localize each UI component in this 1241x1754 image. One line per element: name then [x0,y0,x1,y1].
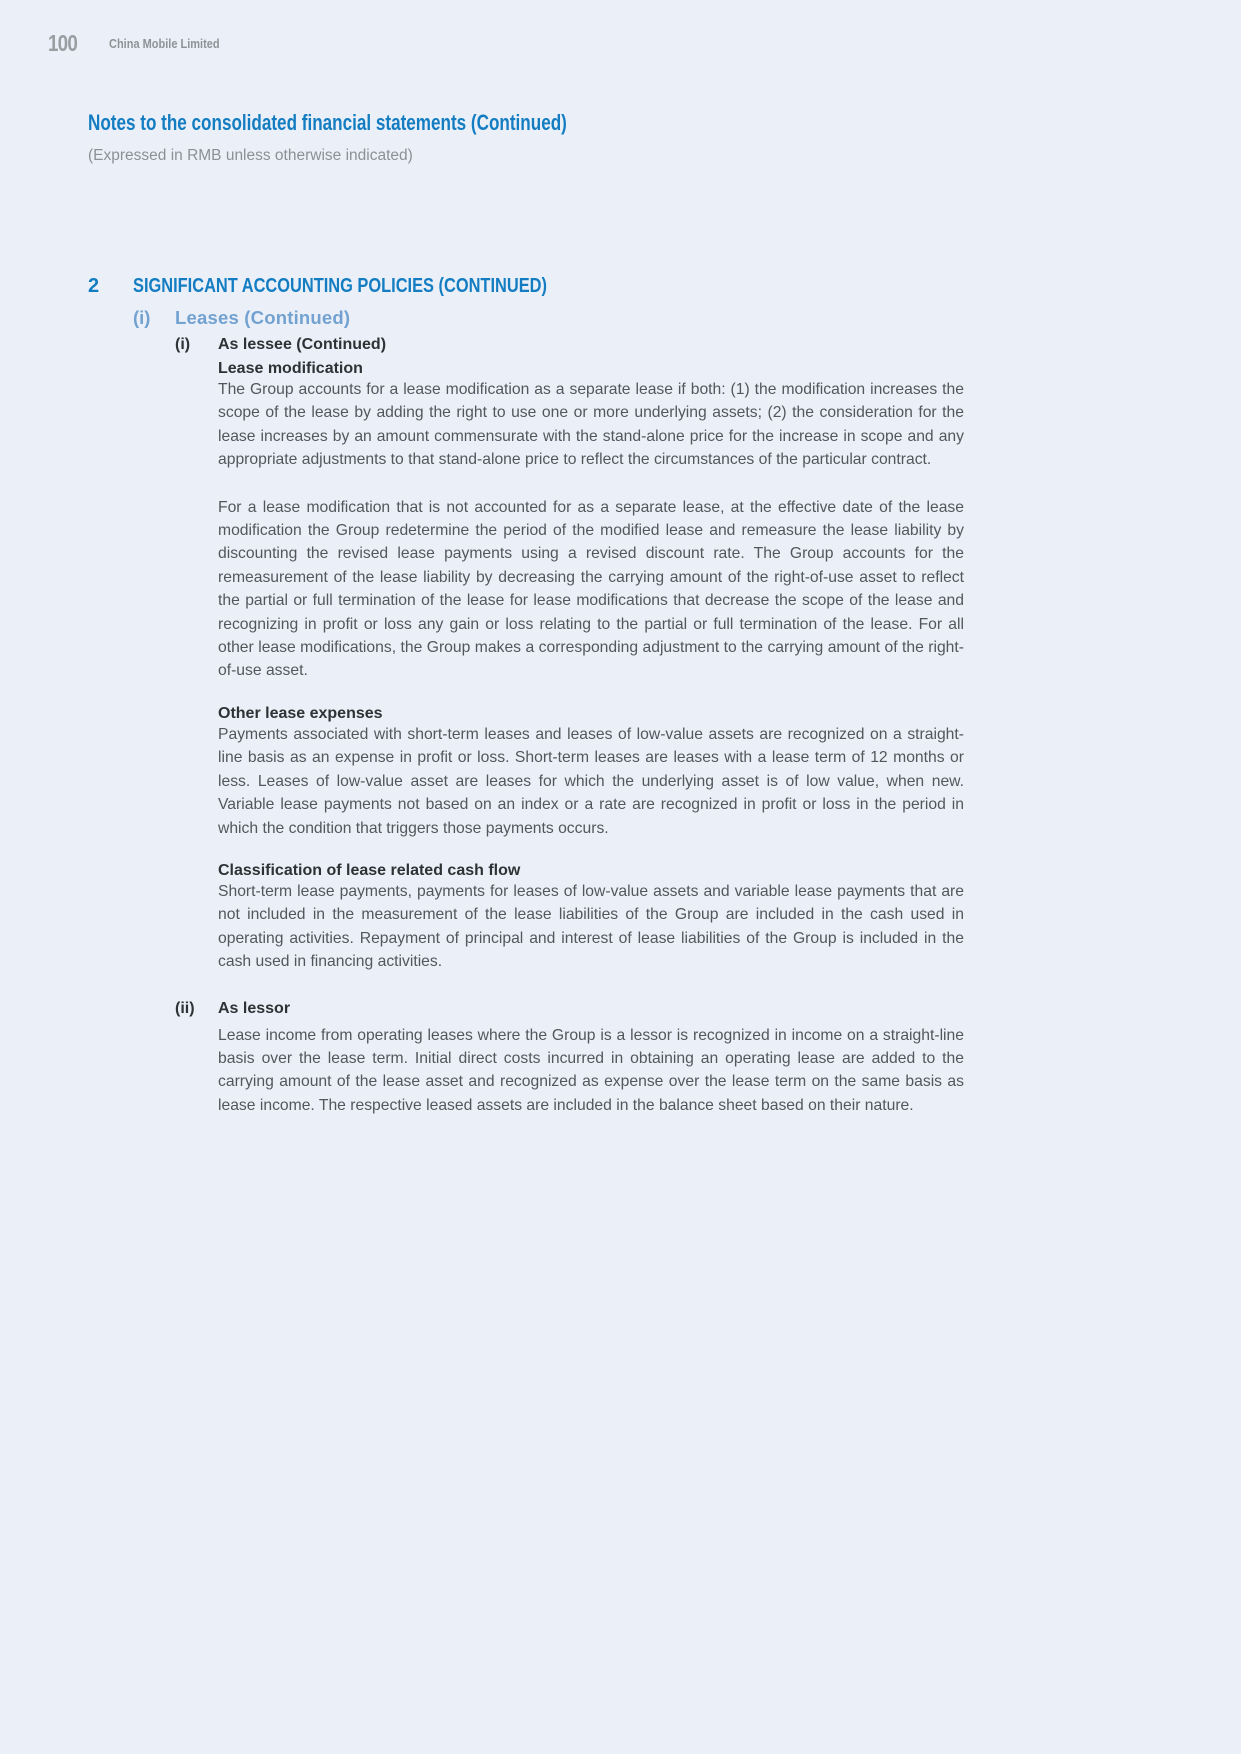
paragraph-lease-modification-1: The Group accounts for a lease modification as a separate lease if both: (1) the modification increases the scope of the lease by adding the right to use one or more underlying assets; (2) the consideration for the lease increases by an amount commensurate with the stand-alone price for the increase in scope and any appropriate adjustments to that stand-alone price to reflect the circumstances of the particular contract. [218,381,964,469]
as-lessor-title: As lessor [218,999,291,1017]
heading-lease-modification: Lease modification [218,360,363,377]
title-block [88,110,1241,165]
subsection-title: Leases (Continued) [175,307,351,328]
running-header [0,0,1241,57]
section-heading-row [88,274,1241,298]
as-lessor-marker: (ii) [175,999,195,1017]
heading-classification-cash-flow: Classification of lease related cash flow [218,861,521,879]
paragraph-lease-modification-2: For a lease modification that is not accounted for as a separate lease, at the effective date of the lease modification the Group redetermine the period of the modified lease and remeasure the lease liability by discounting the revised lease payments using a revised discount rate. The Group accounts for the remeasurement of the lease liability by decreasing the carrying amount of the right-of-use asset to reflect the partial or full termination of the lease for lease modifications that decrease the scope of the lease and recognizing in profit or loss any gain or loss relating to the partial or full termination of the lease. For all other lease modifications, the Group makes a corresponding adjustment to the carrying amount of the right-of-use asset. [218,498,964,680]
section-title: SIGNIFICANT ACCOUNTING POLICIES (CONTINUED) [133,274,547,297]
heading-other-lease-expenses: Other lease expenses [218,704,383,722]
page-number: 100 [48,30,78,56]
document-subtitle: (Expressed in RMB unless otherwise indicated) [88,147,413,164]
subsection-marker: (i) [133,307,151,328]
section-significant-accounting-policies [88,274,1241,1117]
as-lessor-body [218,1000,964,1118]
as-lessee-marker: (i) [175,336,191,353]
document-title: Notes to the consolidated financial statements (Continued) [88,110,567,135]
paragraph-classification-cash-flow: Short-term lease payments, payments for leases of low-value assets and variable lease payments that are not included in the measurement of the lease liabilities of the Group are included in the cash used in operating activities. Repayment of principal and interest of lease liabilities of the Group is included in the cash used in financing activities. [218,882,964,971]
company-name: China Mobile Limited [109,36,220,51]
paragraph-as-lessor: Lease income from operating leases where the Group is a lessor is recognized in income on a straight-line basis over the lease term. Initial direct costs incurred in obtaining an operating lease are added to the carrying amount of the lease asset and recognized as expense over the lease term on the same basis as lease income. The respective leased assets are included in the balance sheet based on their nature. [218,1026,964,1114]
item-as-lessee [175,336,1241,974]
as-lessee-title: As lessee (Continued) [218,336,387,353]
subsection-leases [133,307,1241,329]
item-as-lessor [175,1000,1241,1118]
section-number: 2 [88,275,100,297]
paragraph-other-lease-expenses: Payments associated with short-term leases and leases of low-value assets are recognized on a straight-line basis as an expense in profit or loss. Short-term leases are leases with a lease term of 12 months or less. Leases of low-value asset are leases for which the underlying asset is of low value, when new. Variable lease payments not based on an index or a rate are recognized in profit or loss in the period in which the condition that triggers those payments occurs. [218,725,964,837]
as-lessee-body [218,336,964,974]
